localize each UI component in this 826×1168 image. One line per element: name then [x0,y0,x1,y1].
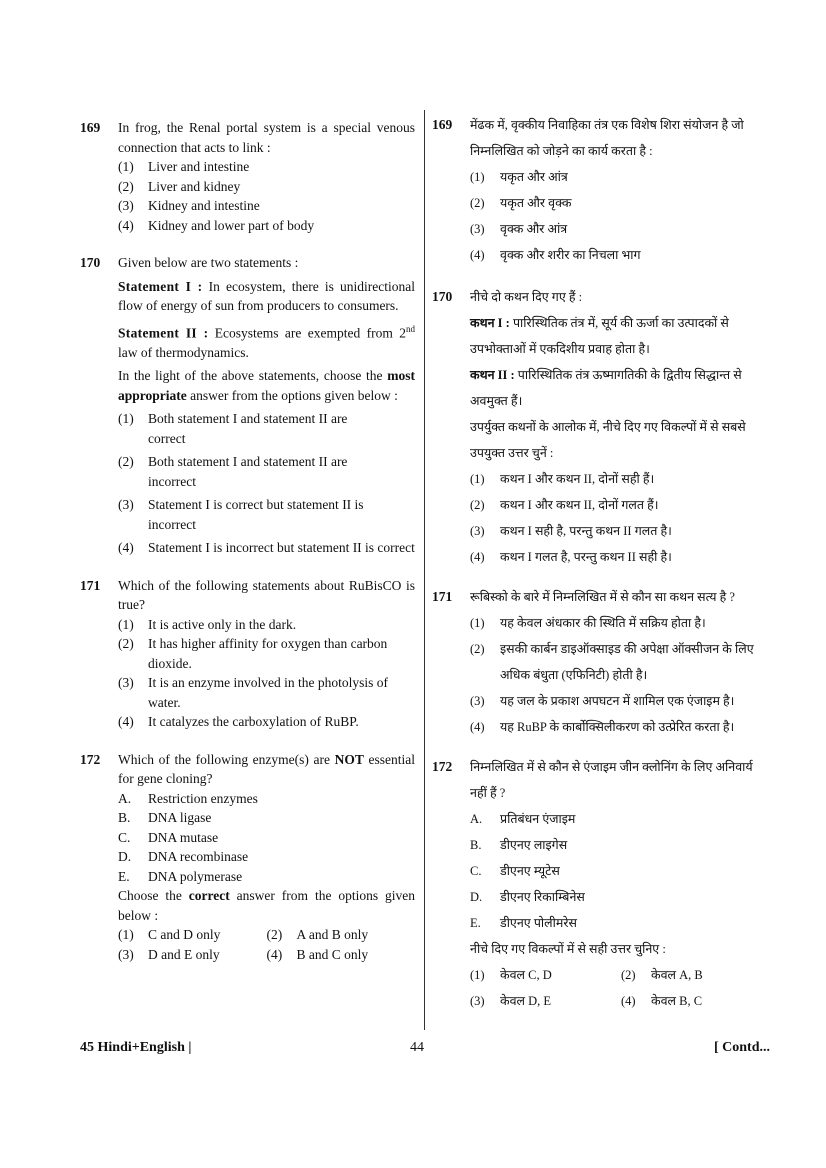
question-intro: नीचे दो कथन दिए गए हैं : [470,290,583,304]
item-d: D. डीएनए रिकाम्बिनेस [470,890,585,904]
question-170-en [80,253,415,558]
statement-2: Statement II : Ecosystems are exempted from 2nd law of thermodynamics. [118,323,415,360]
options-row-2 [118,945,415,965]
question-text: Which of the following enzyme(s) are NOT essential for gene cloning? [118,751,415,786]
option-3: (3) यह जल के प्रकाश अपघटन में शामिल एक एंजाइम है। [470,694,735,708]
question-text: रूबिस्को के बारे में निम्नलिखित में से कौन सा कथन सत्य है ? [470,590,735,604]
option-4: (4) यह RuBP के कार्बोक्सिलीकरण को उत्प्रेरित करता है। [470,720,735,734]
option-1: (1) यह केवल अंधकार की स्थिति में सक्रिय होता है। [470,616,706,630]
option-3: (3) Kidney and intestine [118,198,260,213]
option-2: (2) It has higher affinity for oxygen than carbon dioxide. [118,636,388,671]
question-text: Which of the following statements about RuBisCO is true? [118,577,415,612]
question-instruction: Choose the correct answer from the options given below : [118,888,415,923]
option-1: (1) यकृत और आंत्र [470,170,568,184]
option-4: (4) It catalyzes the carboxylation of RuBP. [118,714,359,729]
hindi-column [432,112,772,1014]
option-4: (4) Kidney and lower part of body [118,217,315,233]
question-text: निम्नलिखित में से कौन से एंजाइम जीन क्लोनिंग के लिए अनिवार्य नहीं हैं ? [470,760,753,800]
option-1: (1) केवल C, D [470,968,552,982]
statement-1: Statement I : In ecosystem, there is unidirectional flow of energy of sun from producers to consumers. [118,278,415,313]
option-2: (2) कथन I और कथन II, दोनों गलत हैं। [470,498,659,512]
question-number: 171 [80,577,101,593]
option-4: (4) वृक्क और शरीर का निचला भाग [470,248,641,262]
option-2: (2) Liver and kidney [118,178,241,194]
options-row-2 [470,988,772,1014]
option-3: (3) वृक्क और आंत्र [470,222,568,236]
continued-label: [ Contd... [713,1040,770,1055]
item-e: E. DNA polymerase [118,868,243,884]
question-number: 172 [80,751,101,767]
option-1: (1) Liver and intestine [118,159,250,174]
question-instruction: In the light of the above statements, choose the most appropriate answer from the options given below : [118,368,415,403]
statement-2: कथन II : पारिस्थितिक तंत्र ऊष्मागतिकी के द्वितीय सिद्धान्त से अवमुक्त हैं। [470,368,742,408]
option-1: (1) कथन I और कथन II, दोनों सही हैं। [470,472,655,486]
option-2: (2) केवल A, B [621,968,703,982]
english-column [80,112,415,964]
item-b: B. डीएनए लाइगेस [470,838,568,852]
question-intro: Given below are two statements : [118,255,299,270]
question-169-hi [432,112,772,268]
item-a: A. प्रतिबंधन एंजाइम [470,812,576,826]
option-2: (2) यकृत और वृक्क [470,196,572,210]
question-172-hi [432,754,772,1014]
item-c: C. DNA mutase [118,829,219,845]
question-number: 171 [432,589,453,604]
question-172-en [80,750,415,965]
option-3: (3) Statement I is correct but statement II is incorrect [118,497,364,532]
question-instruction: उपर्युक्त कथनों के आलोक में, नीचे दिए गए विकल्पों में से सबसे उपयुक्त उत्तर चुनें : [470,420,746,460]
option-3: (3) D and E only [118,946,220,962]
question-number: 170 [80,255,101,270]
option-1: (1) It is active only in the dark. [118,616,297,632]
option-2: (2) A and B only [266,927,369,942]
question-text: In frog, the Renal portal system is a special venous connection that acts to link : [118,120,415,155]
question-169-en [80,118,415,235]
question-171-hi [432,584,772,740]
option-4: (4) कथन I गलत है, परन्तु कथन II सही है। [470,550,672,564]
option-3: (3) कथन I सही है, परन्तु कथन II गलत है। [470,524,672,538]
question-number: 172 [432,759,453,774]
option-3: (3) केवल D, E [470,994,552,1008]
options-row-1 [118,925,415,945]
item-b: B. DNA ligase [118,810,212,825]
question-text: मेंढक में, वृक्कीय निवाहिका तंत्र एक विशेष शिरा संयोजन है जो निम्नलिखित को जोड़ने का कार्य करता है : [470,118,744,158]
option-2: (2) Both statement I and statement II are incorrect [118,454,348,489]
question-number: 169 [80,120,101,135]
question-instruction: नीचे दिए गए विकल्पों में से सही उत्तर चुनिए : [470,942,666,956]
question-number: 170 [432,289,453,304]
option-2: (2) इसकी कार्बन डाइऑक्साइड की अपेक्षा ऑक्सीजन के लिए अधिक बंधुता (एफिनिटी) होती है। [470,642,754,682]
column-divider [424,110,425,1030]
item-e: E. डीएनए पोलीमरेस [470,916,577,930]
page-number: 44 [410,1040,424,1055]
statement-1: कथन I : पारिस्थितिक तंत्र में, सूर्य की ऊर्जा का उत्पादकों से उपभोक्ताओं में एकदिशीय प्रवाह होता है। [470,316,729,356]
question-number: 169 [432,117,453,132]
option-3: (3) It is an enzyme involved in the photolysis of water. [118,675,388,710]
option-1: (1) C and D only [118,927,221,942]
option-4: (4) B and C only [266,946,369,962]
question-170-hi [432,284,772,570]
item-c: C. डीएनए म्यूटेस [470,864,560,878]
option-4: (4) Statement I is incorrect but statement II is correct [118,540,415,555]
options-row-1 [470,962,772,988]
item-a: A. Restriction enzymes [118,790,258,806]
paper-code: 45 Hindi+English | [80,1040,192,1055]
item-d: D. DNA recombinase [118,849,249,864]
option-1: (1) Both statement I and statement II are correct [118,411,348,446]
option-4: (4) केवल B, C [621,994,703,1008]
question-171-en [80,576,415,732]
